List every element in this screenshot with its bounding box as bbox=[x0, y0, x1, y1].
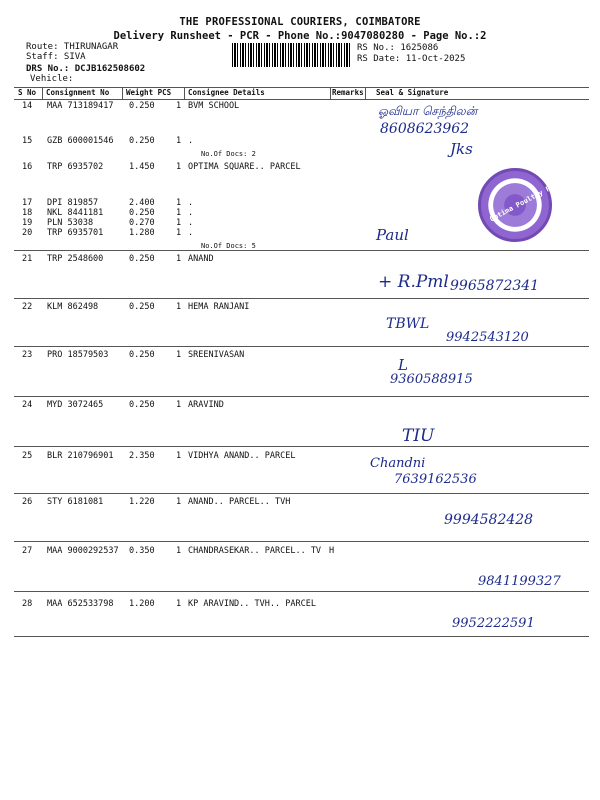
row-weight: 0.250 bbox=[129, 350, 155, 360]
column-divider bbox=[365, 87, 366, 99]
row-weight: 0.270 bbox=[129, 218, 155, 228]
row-consignment: PLN 53038 bbox=[47, 218, 94, 228]
row-consignment: PRO 18579503 bbox=[47, 350, 109, 360]
row-sno: 16 bbox=[22, 162, 33, 172]
row-pcs: 1 bbox=[176, 497, 182, 507]
row-separator bbox=[14, 493, 589, 494]
row-weight: 0.250 bbox=[129, 101, 155, 111]
runsheet-subtitle: Delivery Runsheet - PCR - Phone No.:9047080280 - Page No.:2 bbox=[113, 30, 487, 42]
row-consignment: BLR 210796901 bbox=[47, 451, 114, 461]
row-sno: 17 bbox=[22, 198, 33, 208]
column-divider bbox=[184, 87, 185, 99]
row-pcs: 1 bbox=[176, 198, 182, 208]
col-consignment: Consignment No bbox=[46, 88, 110, 97]
row-pcs: 1 bbox=[176, 546, 182, 556]
row-consignee: VIDHYA ANAND.. PARCEL bbox=[188, 451, 296, 461]
row-separator bbox=[14, 591, 589, 592]
row-separator bbox=[14, 446, 589, 447]
row-separator bbox=[14, 346, 589, 347]
row-consignee: . bbox=[188, 208, 194, 218]
row-consignee: ANAND bbox=[188, 254, 214, 264]
row-pcs: 1 bbox=[176, 208, 182, 218]
row-sno: 26 bbox=[22, 497, 33, 507]
row-remarks: H bbox=[329, 546, 335, 556]
signature-phone: 9841199327 bbox=[478, 574, 561, 589]
row-consignment: NKL 8441181 bbox=[47, 208, 104, 218]
row-weight: 1.450 bbox=[129, 162, 155, 172]
row-consignment: KLM 862498 bbox=[47, 302, 99, 312]
barcode bbox=[232, 43, 352, 67]
row-weight: 0.250 bbox=[129, 302, 155, 312]
row-separator bbox=[14, 396, 589, 397]
signature-mark: TIU bbox=[402, 426, 435, 446]
row-sno: 19 bbox=[22, 218, 33, 228]
row-sno: 23 bbox=[22, 350, 33, 360]
row-pcs: 1 bbox=[176, 218, 182, 228]
column-divider bbox=[330, 87, 331, 99]
row-weight: 0.350 bbox=[129, 546, 155, 556]
signature-phone: 9952222591 bbox=[452, 616, 535, 631]
rs-date: RS Date: 11-Oct-2025 bbox=[357, 54, 466, 64]
row-weight: 0.250 bbox=[129, 254, 155, 264]
row-pcs: 1 bbox=[176, 451, 182, 461]
column-divider bbox=[122, 87, 123, 99]
signature-phone: 7639162536 bbox=[394, 472, 477, 487]
column-divider bbox=[42, 87, 43, 99]
company-title: THE PROFESSIONAL COURIERS, COIMBATORE bbox=[179, 16, 421, 28]
table-header-rule bbox=[14, 99, 589, 100]
row-sno: 24 bbox=[22, 400, 33, 410]
row-consignee: . bbox=[188, 218, 194, 228]
row-weight: 0.250 bbox=[129, 136, 155, 146]
row-pcs: 1 bbox=[176, 400, 182, 410]
vehicle-label: Vehicle: bbox=[30, 74, 74, 84]
row-consignment: DPI 819857 bbox=[47, 198, 99, 208]
row-consignment: MYD 3072465 bbox=[47, 400, 104, 410]
row-consignment: TRP 6935701 bbox=[47, 228, 104, 238]
row-sno: 27 bbox=[22, 546, 33, 556]
rs-number: RS No.: 1625086 bbox=[357, 43, 439, 53]
row-weight: 2.400 bbox=[129, 198, 155, 208]
row-sno: 22 bbox=[22, 302, 33, 312]
route-label: Route: THIRUNAGAR bbox=[26, 42, 119, 52]
row-consignee: OPTIMA SQUARE.. PARCEL bbox=[188, 162, 301, 172]
row-consignment: MAA 652533798 bbox=[47, 599, 114, 609]
signature-mark: L bbox=[398, 356, 408, 374]
row-separator bbox=[14, 636, 589, 637]
row-consignee: . bbox=[188, 198, 194, 208]
row-consignment: MAA 9000292537 bbox=[47, 546, 119, 556]
row-pcs: 1 bbox=[176, 599, 182, 609]
row-pcs: 1 bbox=[176, 136, 182, 146]
signature-phone: 9360588915 bbox=[390, 372, 473, 387]
signature-mark: Paul bbox=[376, 226, 409, 244]
col-seal-signature: Seal & Signature bbox=[376, 88, 449, 97]
row-consignment: TRP 6935702 bbox=[47, 162, 104, 172]
signature-phone: 9942543120 bbox=[446, 330, 529, 345]
row-weight: 1.220 bbox=[129, 497, 155, 507]
row-sno: 25 bbox=[22, 451, 33, 461]
signature-mark: Chandni bbox=[370, 456, 426, 471]
row-consignee: HEMA RANJANI bbox=[188, 302, 250, 312]
row-docs-count: No.Of Docs: 5 bbox=[201, 242, 256, 250]
row-consignee: KP ARAVIND.. TVH.. PARCEL bbox=[188, 599, 316, 609]
row-consignee: ANAND.. PARCEL.. TVH bbox=[188, 497, 291, 507]
col-weight-pcs: Weight PCS bbox=[126, 88, 172, 97]
row-pcs: 1 bbox=[176, 350, 182, 360]
row-consignee: ARAVIND bbox=[188, 400, 224, 410]
row-consignment: MAA 713189417 bbox=[47, 101, 114, 111]
row-sno: 15 bbox=[22, 136, 33, 146]
signature-mark: TBWL bbox=[386, 316, 430, 332]
row-weight: 1.200 bbox=[129, 599, 155, 609]
row-separator bbox=[14, 541, 589, 542]
row-weight: 0.250 bbox=[129, 208, 155, 218]
row-weight: 2.350 bbox=[129, 451, 155, 461]
row-sno: 14 bbox=[22, 101, 33, 111]
signature-mark: + R.Pml bbox=[378, 272, 449, 292]
col-consignee: Consignee Details bbox=[188, 88, 265, 97]
row-consignment: TRP 2548600 bbox=[47, 254, 104, 264]
row-consignment: GZB 600001546 bbox=[47, 136, 114, 146]
signature-text: ஓவியா செந்திலன் bbox=[378, 104, 478, 118]
row-consignment: STY 6181081 bbox=[47, 497, 104, 507]
staff-label: Staff: SIVA bbox=[26, 52, 86, 62]
row-docs-count: No.Of Docs: 2 bbox=[201, 150, 256, 158]
row-sno: 20 bbox=[22, 228, 33, 238]
row-separator bbox=[14, 250, 589, 251]
col-sno: S No bbox=[18, 88, 37, 97]
row-sno: 21 bbox=[22, 254, 33, 264]
row-sno: 18 bbox=[22, 208, 33, 218]
row-separator bbox=[14, 298, 589, 299]
stamp-text: Optima Poultry Pvt bbox=[488, 180, 560, 224]
signature-phone: 9994582428 bbox=[444, 512, 534, 528]
row-pcs: 1 bbox=[176, 228, 182, 238]
row-pcs: 1 bbox=[176, 254, 182, 264]
row-weight: 0.250 bbox=[129, 400, 155, 410]
row-consignee: . bbox=[188, 136, 194, 146]
signature-phone: 8608623962 bbox=[380, 121, 470, 137]
signature-mark: Jks bbox=[450, 140, 473, 158]
row-sno: 28 bbox=[22, 599, 33, 609]
row-pcs: 1 bbox=[176, 101, 182, 111]
drs-number: DRS No.: DCJB162508602 bbox=[26, 64, 146, 74]
row-consignee: BVM SCHOOL bbox=[188, 101, 240, 111]
col-remarks: Remarks bbox=[332, 88, 364, 97]
row-pcs: 1 bbox=[176, 302, 182, 312]
row-weight: 1.280 bbox=[129, 228, 155, 238]
row-consignee: . bbox=[188, 228, 194, 238]
row-consignee: CHANDRASEKAR.. PARCEL.. TV bbox=[188, 546, 322, 556]
row-consignee: SREENIVASAN bbox=[188, 350, 245, 360]
signature-phone: 9965872341 bbox=[450, 278, 540, 294]
row-pcs: 1 bbox=[176, 162, 182, 172]
